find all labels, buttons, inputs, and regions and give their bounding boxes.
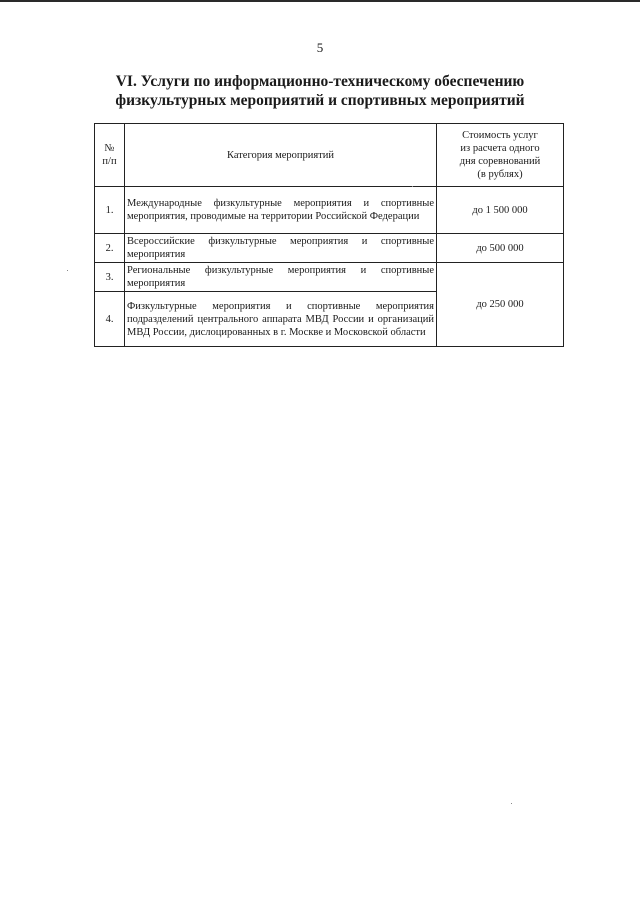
header-cost-line: из расчета одного xyxy=(460,143,540,154)
scan-top-edge xyxy=(0,0,640,2)
heading-line: физкультурных мероприятий и спортивных мероприятий xyxy=(115,92,525,109)
scan-speck xyxy=(412,186,413,187)
table-row xyxy=(95,187,564,234)
row-number: 4. xyxy=(95,292,125,347)
row-number: 1. xyxy=(95,187,125,234)
header-category: Категория мероприятий xyxy=(125,124,437,187)
table-row xyxy=(95,234,564,263)
header-number-pp: п/п xyxy=(102,156,117,167)
section-heading xyxy=(0,72,640,110)
heading-line: VI. Услуги по информационно-техническому обеспечению xyxy=(115,73,525,90)
header-cost xyxy=(437,124,564,187)
row-category: Международные физкультурные мероприятия и спортивные мероприятия, проводимые на территории Российской Федерации xyxy=(125,187,437,234)
scan-speck xyxy=(67,270,68,271)
page-number: 5 xyxy=(316,40,324,55)
table-header-row xyxy=(95,124,564,187)
row-cost: до 500 000 xyxy=(437,234,564,263)
services-table xyxy=(94,123,564,347)
row-number: 3. xyxy=(95,263,125,292)
row-cost: до 1 500 000 xyxy=(437,187,564,234)
header-cost-line: дня соревнований xyxy=(459,156,541,167)
row-number: 2. xyxy=(95,234,125,263)
table-row xyxy=(95,263,564,292)
row-category: Физкультурные мероприятия и спортивные мероприятия подразделений центрального аппарата МВД России и организаций МВД России, дислоцированных в г. Москве и Московской области xyxy=(125,292,437,347)
row-cost-merged: до 250 000 xyxy=(437,263,564,347)
scan-speck xyxy=(511,803,512,804)
row-category: Всероссийские физкультурные мероприятия и спортивные мероприятия xyxy=(125,234,437,263)
row-category: Региональные физкультурные мероприятия и спортивные мероприятия xyxy=(125,263,437,292)
header-number xyxy=(95,124,125,187)
header-number-sign: № xyxy=(104,143,115,154)
header-cost-line: (в рублях) xyxy=(477,169,523,180)
header-cost-line: Стоимость услуг xyxy=(462,130,538,141)
